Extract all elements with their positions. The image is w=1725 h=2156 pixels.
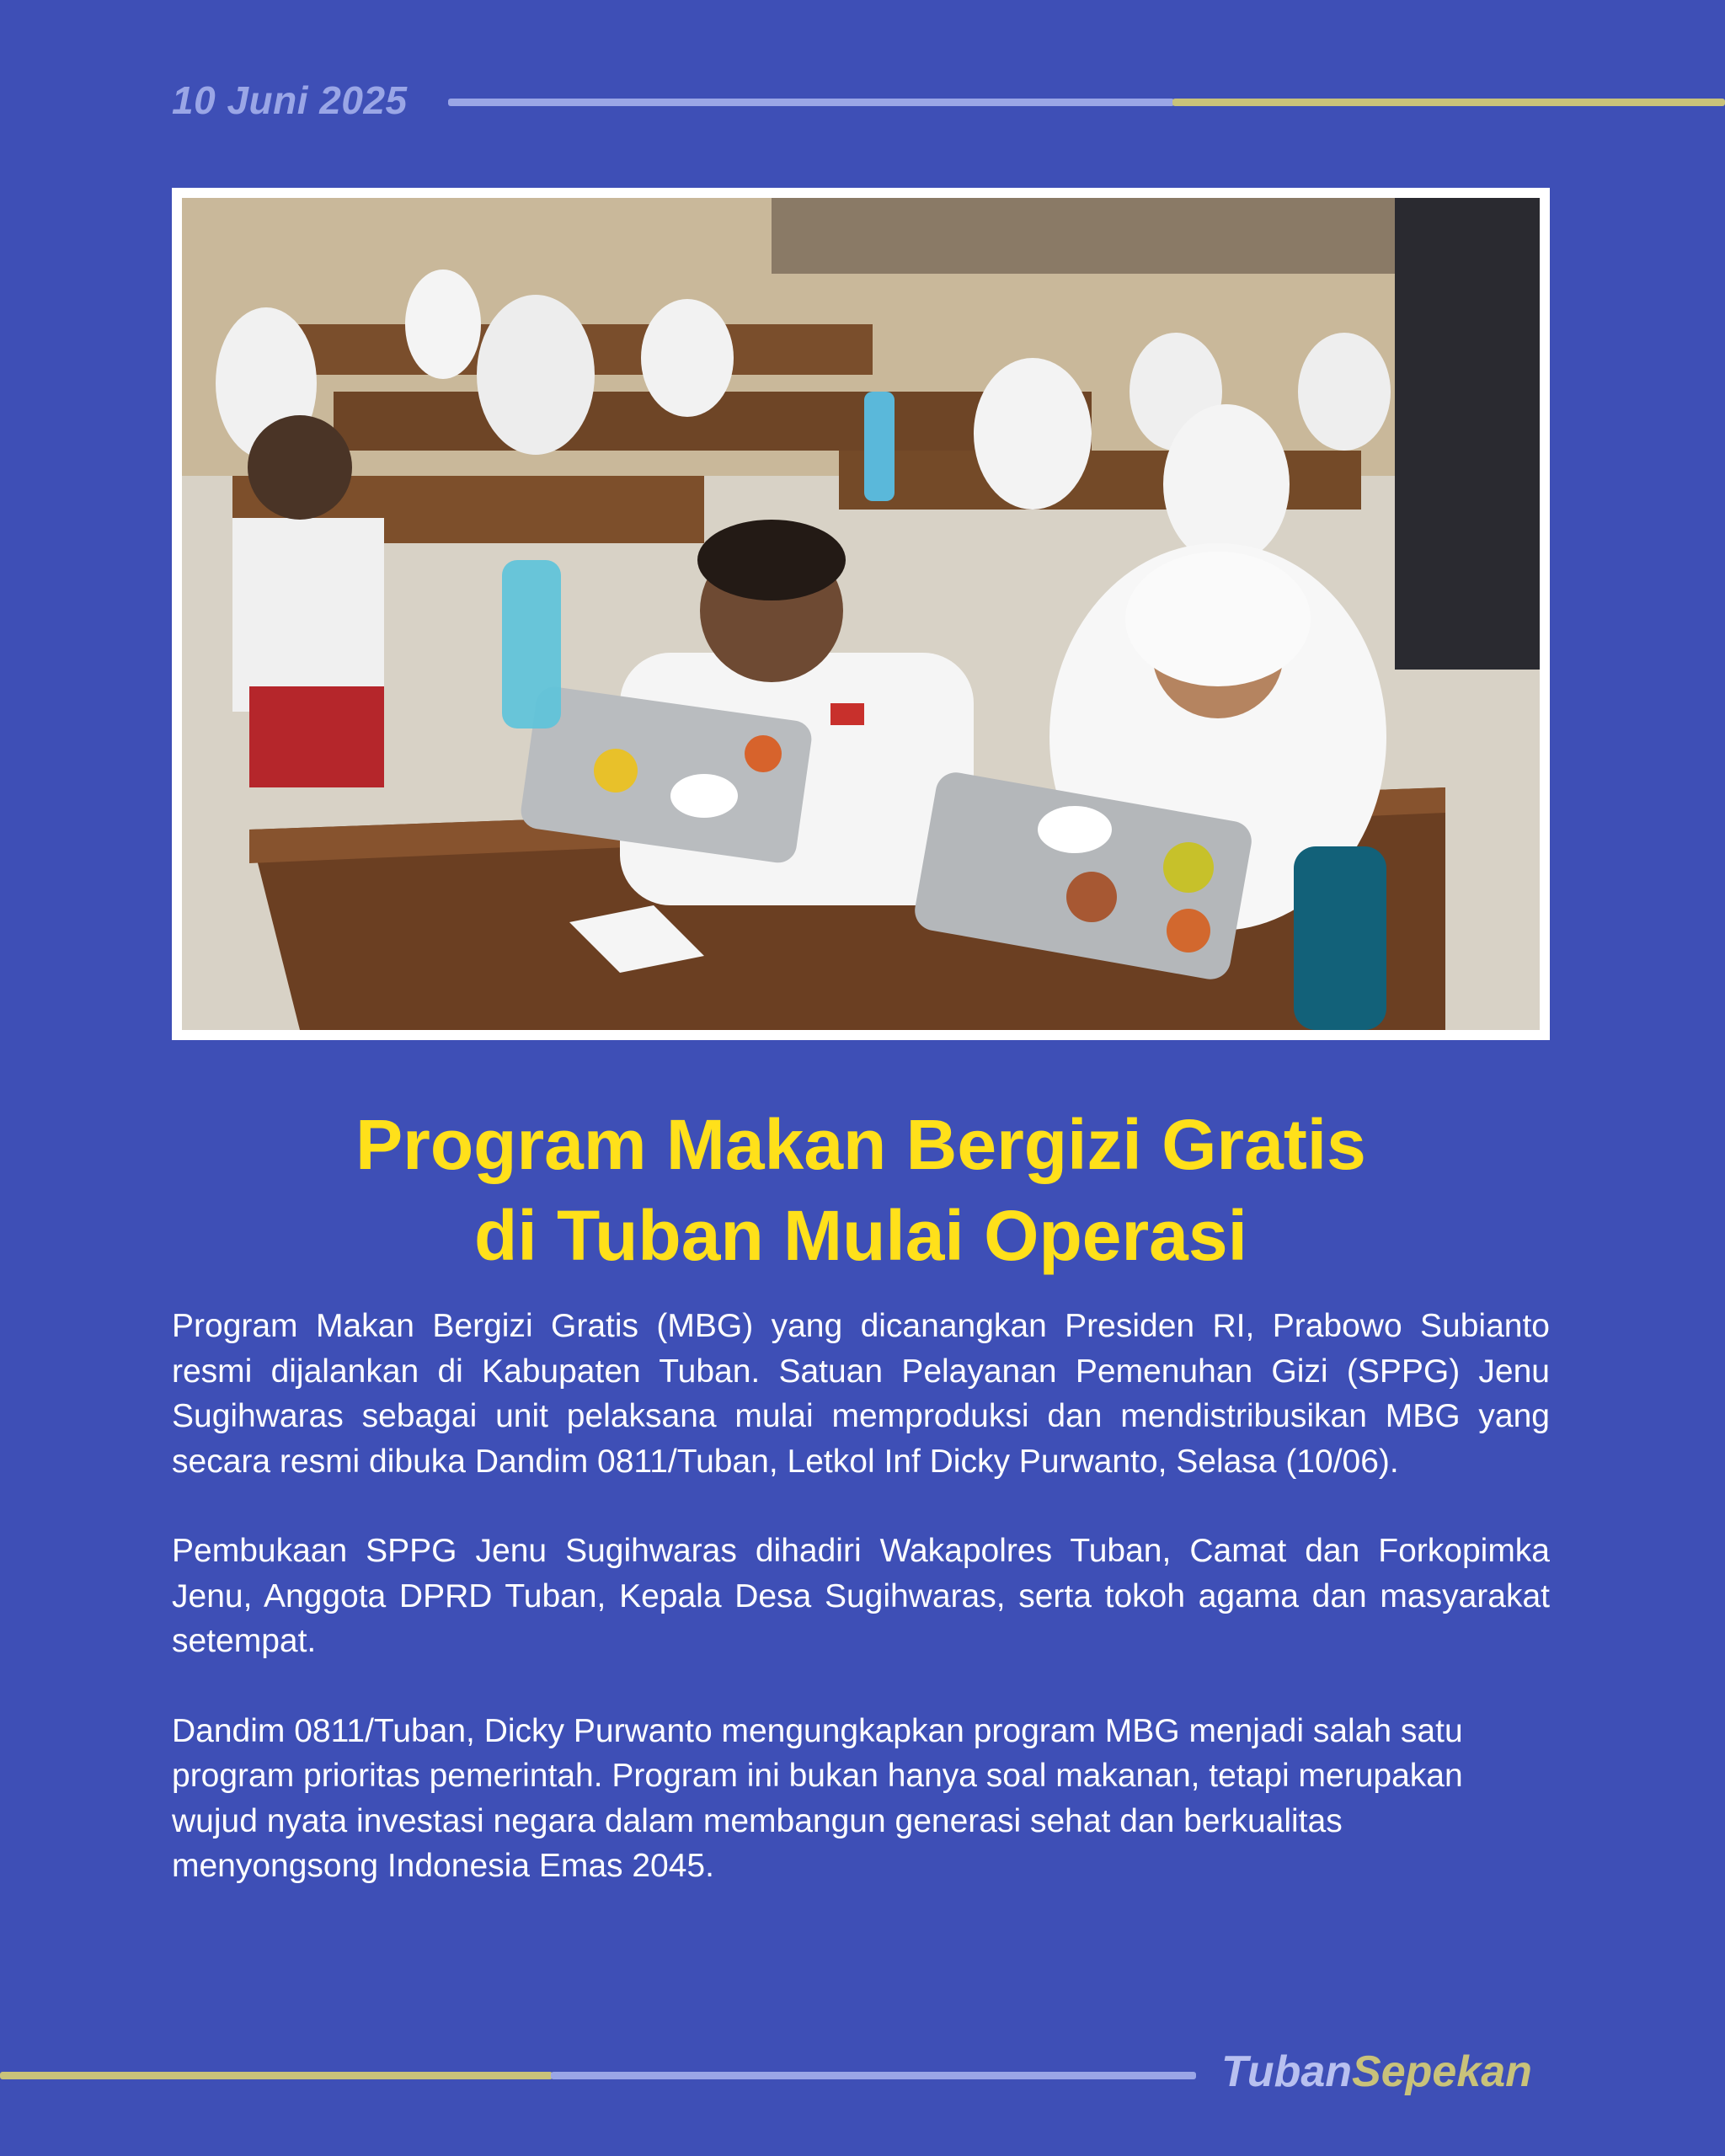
classroom-illustration	[182, 198, 1540, 1030]
headline-line-2: di Tuban Mulai Operasi	[474, 1196, 1247, 1275]
paragraph-2: Pembukaan SPPG Jenu Sugihwaras dihadiri Wakapolres Tuban, Camat dan Forkopimka Jenu, Anggota DPRD Tuban, Kepala Desa Sugihwaras, serta tokoh agama dan masyarakat setempat.	[172, 1533, 1550, 1659]
article-photo	[182, 198, 1540, 1030]
paragraph-3: Dandim 0811/Tuban, Dicky Purwanto mengungkapkan program MBG menjadi salah satu program prioritas pemerintah. Program ini bukan hanya soal makanan, tetapi merupakan wujud nyata investasi negara dalam membangun generasi sehat dan berkualitas menyongsong Indonesia Emas 2045.	[172, 1712, 1463, 1884]
article-body	[172, 1304, 1550, 1934]
photo-frame	[172, 188, 1550, 1040]
brand-part-2: Sepekan	[1352, 2047, 1532, 2096]
paragraph-1: Program Makan Bergizi Gratis (MBG) yang dicanangkan Presiden RI, Prabowo Subianto resmi dijalankan di Kabupaten Tuban. Satuan Pelayanan Pemenuhan Gizi (SPPG) Jenu Sugihwaras sebagai unit pelaksana mulai memproduksi dan mendistribusikan MBG yang secara resmi dibuka Dandim 0811/Tuban, Letkol Inf Dicky Purwanto, Selasa (10/06).	[172, 1308, 1550, 1480]
brand-part-1: Tuban	[1221, 2047, 1353, 2096]
top-divider-light	[448, 99, 1174, 106]
bottom-divider-light	[551, 2072, 1196, 2079]
brand-logo	[1221, 2047, 1532, 2097]
headline	[172, 1099, 1550, 1281]
headline-line-1: Program Makan Bergizi Gratis	[355, 1105, 1366, 1184]
bottom-divider-gold	[0, 2072, 553, 2079]
top-divider-gold	[1172, 99, 1725, 106]
date-label: 10 Juni 2025	[172, 78, 408, 122]
